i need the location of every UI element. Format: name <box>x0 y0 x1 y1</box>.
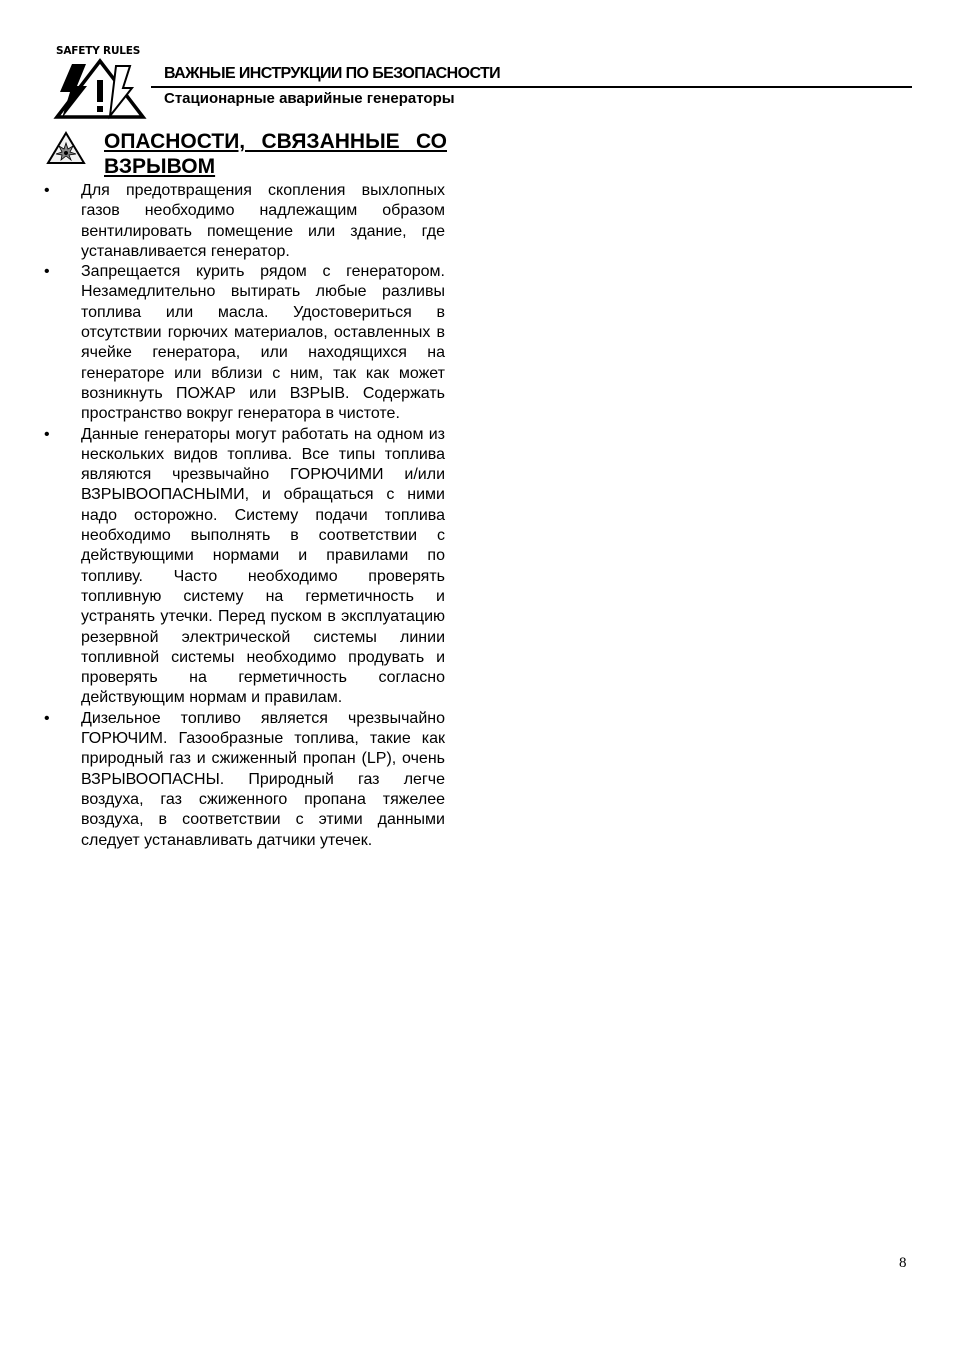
list-item <box>0 425 445 709</box>
list-item <box>0 262 445 424</box>
lightning-warning-triangle-icon <box>50 58 150 120</box>
header-subtitle: Стационарные аварийные генераторы <box>164 90 455 107</box>
list-item <box>0 181 445 262</box>
bullet-icon: • <box>44 263 50 281</box>
header-divider <box>151 86 912 88</box>
list-item-text: Дизельное топливо является чрезвычайно ГОРЮЧИМ. Газообразные топлива, такие как природный газ и сжиженный пропан (LP), очень ВЗРЫВООПАСНЫ. Природный газ легче воздуха, газ сжиженного пропана тяжелее воздуха, в соответствии с этими данными следует устанавливать датчики утечек. <box>81 709 445 849</box>
section-heading: ОПАСНОСТИ, СВЯЗАННЫЕ СО ВЗРЫВОМ <box>104 130 447 178</box>
list-item-text: Для предотвращения скопления выхлопных газов необходимо надлежащим образом вентилировать помещение или здание, где устанавливается генератор. <box>81 182 445 260</box>
list-item <box>0 709 445 851</box>
bullet-icon: • <box>44 709 50 727</box>
header-title: ВАЖНЫЕ ИНСТРУКЦИИ ПО БЕЗОПАСНОСТИ <box>164 65 501 82</box>
bullet-icon: • <box>44 182 50 199</box>
explosion-warning-icon <box>46 131 86 165</box>
bullet-icon: • <box>44 425 50 443</box>
safety-rules-logo <box>50 44 150 120</box>
hazard-list <box>0 181 460 851</box>
page-number: 8 <box>899 1255 907 1271</box>
logo-caption: SAFETY RULES <box>56 45 141 57</box>
list-item-text: Запрещается курить рядом с генератором. Незамедлительно вытирать любые разливы топлива или масла. Удостовериться в отсутствии горючих материалов, оставленных в ячейке генератора, или находящихся на генераторе или вблизи с ним, так как может возникнуть ПОЖАР или ВЗРЫВ. Содержать пространство вокруг генератора в чистоте. <box>81 263 445 423</box>
list-item-text: Данные генераторы могут работать на одном из нескольких видов топлива. Все типы топлива являются чрезвычайно ГОРЮЧИМИ и/или ВЗРЫВООПАСНЫМИ, и обращаться с ними надо осторожно. Систему подачи топлива необходимо выполнять в соответствии с действующими нормами и правилами по топливу. Часто необходимо проверять топливную систему на герметичность и устранять утечки. Перед пуском в эксплуатацию резервной электрической системы линии топливной системы необходимо продувать и проверять на герметичность согласно действующим нормам и правилам. <box>81 425 445 707</box>
